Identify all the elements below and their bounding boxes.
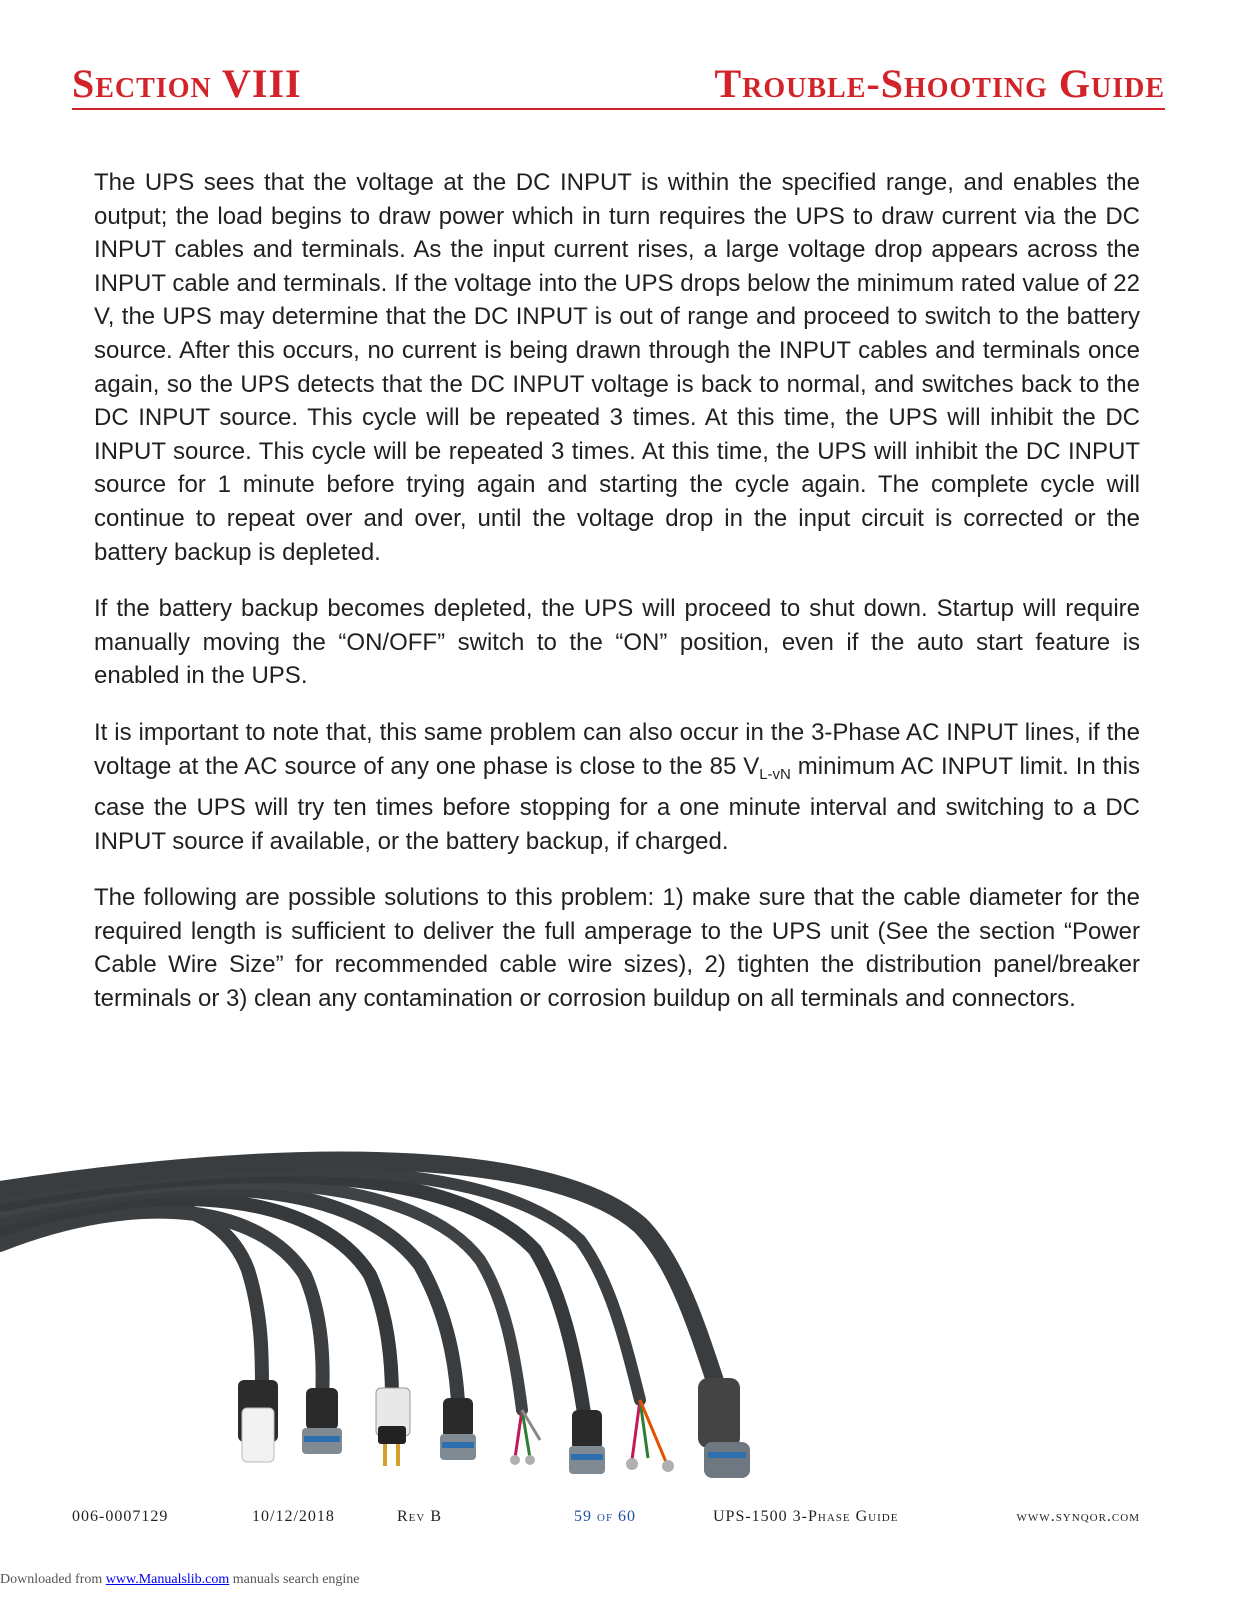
paragraph-1: The UPS sees that the voltage at the DC INPUT is within the specified range, and enables the output; the load begins to draw power which in turn requires the UPS to draw current via the DC INPUT cables and terminals. As the input current rises, a large voltage drop appears across the INPUT cable and terminals. If the voltage into the UPS drops below the minimum rated value of 22 V, the UPS may determine that the DC INPUT is out of range and proceed to switch to the battery source. After this occurs, no current is being drawn through the INPUT cables and terminals once again, so the UPS detects that the DC INPUT voltage is back to normal, and switches back to the DC INPUT source. This cycle will be repeated 3 times. At this time, the UPS will inhibit the DC INPUT source. This cycle will be repeated 3 times. At this time, the UPS will inhibit the DC INPUT source for 1 minute before trying again and starting the cycle again. The complete cycle will continue to repeat over and over, until the voltage drop in the input circuit is corrected or the battery backup is depleted. (94, 169, 1140, 566)
paragraph-2: If the battery backup becomes depleted, the UPS will proceed to shut down. Startup will require manually moving the “ON/OFF” switch to the “ON” position, even if the auto start feature is enabled in the UPS. (94, 595, 1140, 690)
body-text (94, 166, 1140, 1039)
connector-circular-3 (569, 1410, 605, 1474)
connector-circular-1 (302, 1388, 342, 1454)
download-suffix: manuals search engine (229, 1572, 360, 1587)
website-label: www.synqor.com (1016, 1508, 1140, 1525)
paragraph-3 (94, 716, 1140, 858)
connector-open-leads-2 (626, 1400, 674, 1472)
page-header (72, 62, 1165, 110)
page-footer (0, 1508, 1237, 1530)
connector-large-circular (698, 1378, 750, 1478)
section-label: Section VIII (72, 61, 302, 106)
connector-nema-socket (238, 1380, 278, 1462)
revision-label: Rev B (397, 1508, 443, 1525)
download-note (0, 1572, 360, 1588)
cable-assemblies-photo (0, 1140, 790, 1520)
cable-2 (0, 1212, 323, 1400)
document-date: 10/12/2018 (252, 1508, 335, 1525)
section-title: Trouble-Shooting Guide (714, 61, 1165, 106)
download-prefix: Downloaded from (0, 1572, 106, 1587)
document-number: 006-0007129 (72, 1508, 169, 1525)
connector-nema-plug (376, 1388, 410, 1466)
paragraph-4: The following are possible solutions to this problem: 1) make sure that the cable diameter for the required length is sufficient to deliver the full amperage to the UPS unit (See the section “Power Cable Wire Size” for recommended cable wire sizes), 2) tighten the distribution panel/breaker terminals or 3) clean any contamination or corrosion buildup on all terminals and connectors. (94, 884, 1140, 1013)
guide-title: UPS-1500 3-Phase Guide (713, 1508, 899, 1525)
connector-open-leads-1 (510, 1410, 540, 1465)
manualslib-link[interactable]: www.Manualslib.com (105, 1572, 230, 1587)
connector-circular-2 (440, 1398, 476, 1460)
page-number: 59 of 60 (574, 1508, 637, 1525)
voltage-subscript: L-vN (759, 765, 791, 783)
paragraph-3-text-a: It is important to note that, this same problem can also occur in the 3-Phase AC INPUT lines, if the voltage at the AC source of any one phase is close to the 85 V (94, 718, 1140, 780)
paragraph-3-text-b: minimum AC INPUT limit. In this case the UPS will try ten times before stopping for a one minute interval and switching to a DC INPUT source if available, or the battery backup, if charged. (94, 752, 1140, 855)
